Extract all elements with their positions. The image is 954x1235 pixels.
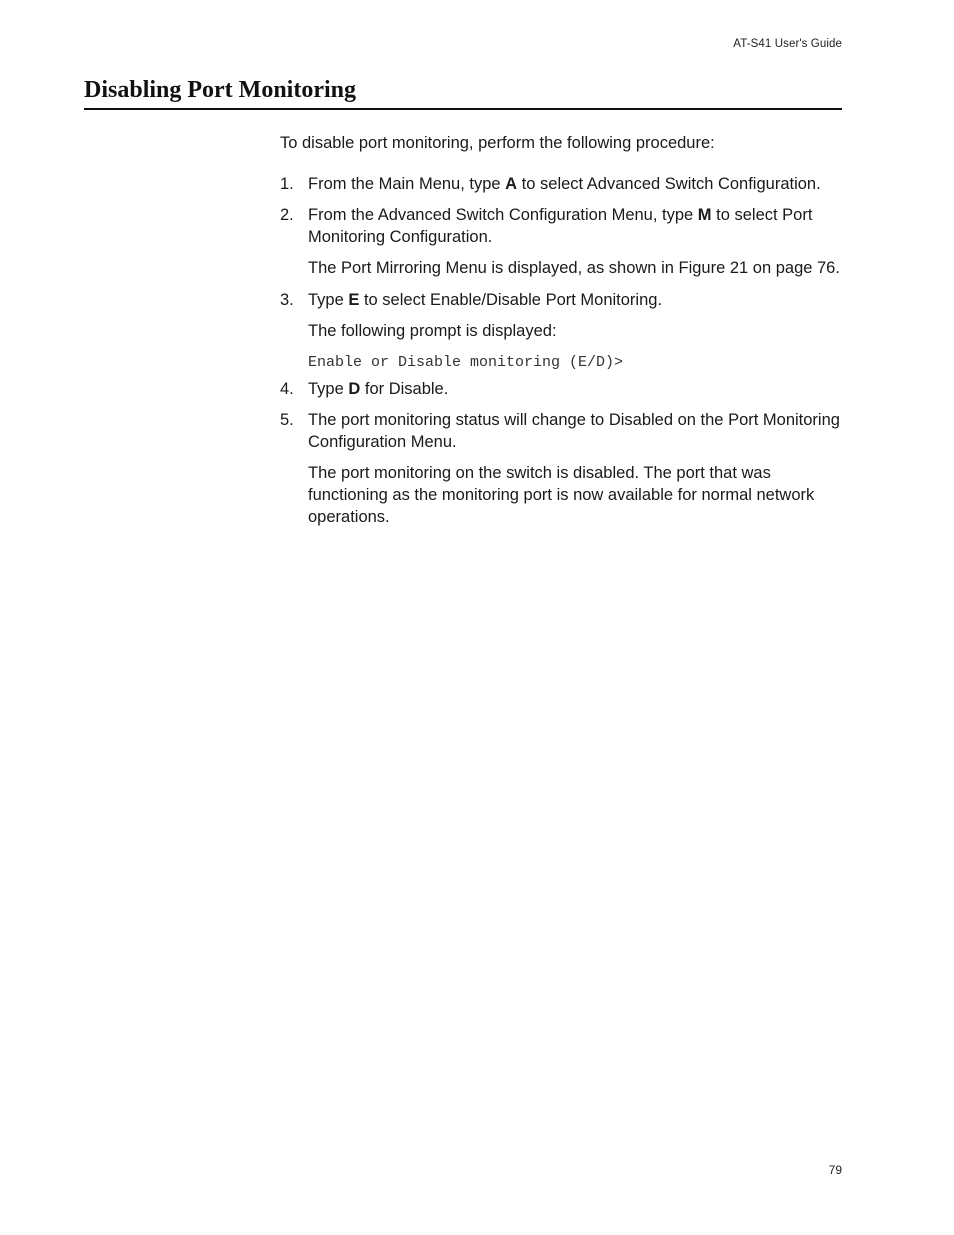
step-3: [280, 289, 845, 311]
step-text-before: From the Main Menu, type: [308, 175, 506, 193]
step-number: 3.: [280, 291, 294, 309]
procedure-content: [280, 132, 845, 538]
step-4: [280, 378, 845, 400]
step-key: A: [505, 175, 518, 193]
page-number: 79: [828, 1163, 842, 1177]
step-2: [280, 204, 845, 248]
step-text-after: to select Enable/Disable Port Monitoring.: [359, 291, 663, 309]
step-5: [280, 409, 845, 453]
step-text: [308, 378, 845, 400]
step-1: [280, 173, 845, 195]
step-key: E: [348, 291, 360, 309]
step-number: 4.: [280, 380, 294, 398]
step-text: [308, 289, 845, 311]
step-text-after: to select Port Monitoring Configuration.: [308, 206, 813, 246]
step-text-before: Type: [308, 291, 349, 309]
title-rule: [84, 108, 842, 110]
step-text-after: for Disable.: [360, 380, 449, 398]
intro-paragraph: To disable port monitoring, perform the following procedure:: [280, 134, 715, 152]
step-3-prompt-intro: The following prompt is displayed:: [308, 322, 557, 340]
step-2-result: The Port Mirroring Menu is displayed, as shown in Figure 21 on page 76.: [308, 259, 840, 277]
console-prompt: Enable or Disable monitoring (E/D)>: [308, 354, 624, 371]
step-5-result: The port monitoring on the switch is disabled. The port that was functioning as the monitoring port is now available for normal network operations.: [308, 464, 815, 526]
step-number: 5.: [280, 411, 294, 429]
step-key: D: [348, 380, 361, 398]
running-header: AT-S41 User's Guide: [733, 38, 842, 50]
step-text: [308, 173, 845, 195]
step-key: M: [697, 206, 712, 224]
step-text-before: From the Advanced Switch Configuration Menu, type: [308, 206, 698, 224]
step-text-after: to select Advanced Switch Configuration.: [517, 175, 821, 193]
step-text-before: Type: [308, 380, 349, 398]
step-text: The port monitoring status will change to Disabled on the Port Monitoring Configuration Menu.: [308, 411, 840, 451]
step-number: 2.: [280, 206, 294, 224]
step-text: [308, 204, 845, 248]
step-number: 1.: [280, 175, 294, 193]
section-title: Disabling Port Monitoring: [84, 77, 357, 103]
